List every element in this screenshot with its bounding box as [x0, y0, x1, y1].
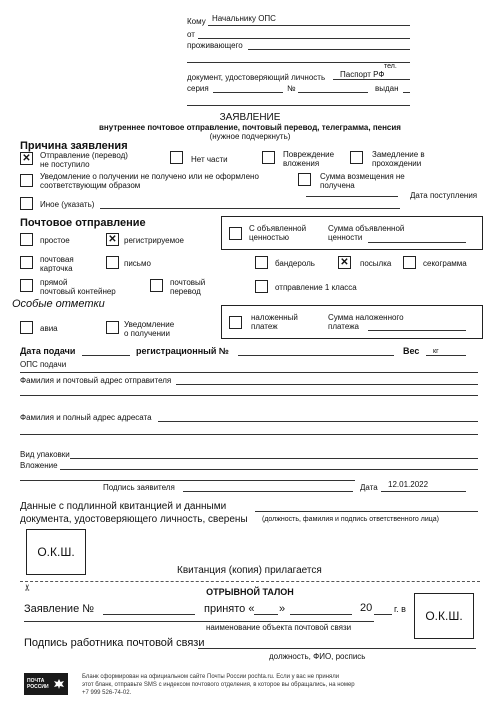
- footer-text: Бланк сформирован на официальном сайте Почты России pochta.ru. Если у вас не приняли этот бланк, отправьте SMS с индексом почтового отделения, в которое вы обращались, на номер +7 999 526-74-02.: [82, 674, 355, 696]
- sekogramma-label: секограмма: [423, 259, 467, 268]
- coupon-year-prefix: 20: [360, 602, 373, 614]
- reason-notice-checkbox[interactable]: [20, 174, 33, 187]
- reg-number-line[interactable]: [238, 355, 394, 356]
- declared-value-label: С объявленной ценностью: [249, 224, 307, 242]
- to-label: Кому: [187, 17, 206, 26]
- post-logo: [24, 673, 68, 695]
- logo-line-1: ПОЧТА: [27, 678, 45, 684]
- coupon-year-suffix: г. в: [394, 604, 406, 614]
- reason-other-checkbox[interactable]: [20, 197, 33, 210]
- from-label: от: [187, 30, 195, 39]
- scissors-icon: ✂: [22, 583, 33, 592]
- form-title: ЗАЯВЛЕНИЕ: [219, 112, 281, 123]
- sender-line-1[interactable]: [176, 384, 478, 385]
- shipment-registered-label: регистрируемое: [124, 236, 184, 245]
- mail-transfer-checkbox[interactable]: [150, 279, 163, 292]
- declared-sum-line[interactable]: [368, 242, 466, 243]
- coupon-day-line[interactable]: [254, 614, 278, 615]
- coupon-accepted-label: принято «: [204, 603, 255, 615]
- reason-refund-label: Сумма возмещения не получена: [320, 172, 405, 190]
- verify-line[interactable]: [255, 511, 478, 512]
- coupon-stamp-box: О.К.Ш.: [414, 593, 474, 639]
- issued-label: выдан: [375, 84, 399, 93]
- form-hint: (нужное подчеркнуть): [209, 132, 291, 141]
- packaging-label: Вид упаковки: [20, 450, 70, 459]
- letter-label: письмо: [124, 259, 151, 268]
- mail-transfer-label: почтовый перевод: [170, 278, 206, 296]
- weight-unit: кг: [433, 348, 439, 355]
- recipient-line-2[interactable]: [20, 434, 478, 435]
- submit-date-label: Дата подачи: [20, 346, 76, 356]
- coupon-accepted-close: »: [279, 603, 286, 615]
- cut-line: [20, 581, 480, 582]
- number-label: №: [287, 84, 296, 93]
- eagle-icon: [53, 678, 65, 690]
- reason-not-received-checkbox[interactable]: ✕: [20, 152, 33, 165]
- issued-line-2[interactable]: [187, 105, 410, 106]
- reason-other-line[interactable]: [100, 208, 400, 209]
- reason-heading: Причина заявления: [20, 140, 128, 152]
- avia-label: авиа: [40, 324, 58, 333]
- cod-label: наложенный платеж: [251, 313, 298, 331]
- shipment-simple-label: простое: [40, 236, 70, 245]
- recipient-label: Фамилия и полный адрес адресата: [20, 413, 152, 422]
- postcard-label: почтовая карточка: [40, 255, 74, 273]
- number-line[interactable]: [298, 92, 368, 93]
- verify-text: Данные с подлинной квитанцией и данными документа, удостоверяющего личность, сверены: [20, 501, 248, 525]
- coupon-app-no-label: Заявление №: [24, 603, 95, 615]
- reason-notice-label: Уведомление о получении не получено или не оформлено соответствующим образом: [40, 172, 259, 190]
- parcel-label: посылка: [360, 259, 392, 268]
- date-label: Дата: [360, 483, 378, 492]
- arrival-date-line[interactable]: [306, 196, 398, 197]
- avia-checkbox[interactable]: [20, 321, 33, 334]
- ops-submit-line[interactable]: [20, 372, 478, 373]
- stamp-box: О.К.Ш.: [26, 529, 86, 575]
- banderol-checkbox[interactable]: [255, 256, 268, 269]
- reason-damage-label: Повреждение вложения: [283, 150, 335, 168]
- first-class-checkbox[interactable]: [255, 280, 268, 293]
- coupon-office-line[interactable]: [24, 621, 374, 622]
- receipt-note: Квитанция (копия) прилагается: [177, 565, 322, 576]
- reason-not-received-label: Отправление (перевод) не поступило: [40, 151, 128, 169]
- id-doc-value: Паспорт РФ: [340, 70, 385, 79]
- contents-line[interactable]: [60, 469, 478, 470]
- sekogramma-checkbox[interactable]: [403, 256, 416, 269]
- letter-checkbox[interactable]: [106, 256, 119, 269]
- cod-sum-line[interactable]: [368, 330, 466, 331]
- id-doc-label: документ, удостоверяющий личность: [187, 73, 326, 82]
- signature-label: Подпись заявителя: [103, 483, 175, 492]
- reason-refund-checkbox[interactable]: [298, 173, 311, 186]
- declared-sum-label: Сумма объявленной ценности: [328, 224, 405, 242]
- cod-sum-label: Сумма наложенного платежа: [328, 313, 404, 331]
- reason-delay-checkbox[interactable]: [350, 151, 363, 164]
- form-subtitle: внутреннее почтовое отправление, почтовый перевод, телеграмма, пенсия: [99, 123, 401, 132]
- signature-line-2[interactable]: [183, 491, 353, 492]
- arrival-date-label: Дата поступления: [410, 191, 478, 200]
- banderol-label: бандероль: [275, 259, 315, 268]
- coupon-worker-label: Подпись работника почтовой связи: [24, 637, 205, 649]
- series-label: серия: [187, 84, 209, 93]
- to-value: Начальнику ОПС: [212, 14, 276, 23]
- coupon-year-line[interactable]: [374, 614, 392, 615]
- from-line[interactable]: [198, 38, 410, 39]
- signature-line[interactable]: [20, 480, 355, 481]
- reason-delay-label: Замедление в прохождении: [372, 150, 425, 168]
- sender-label: Фамилия и почтовый адрес отправителя: [20, 376, 172, 385]
- sender-line-2[interactable]: [20, 395, 478, 396]
- coupon-app-no-line[interactable]: [103, 614, 195, 615]
- residing-line[interactable]: [248, 49, 410, 50]
- issued-line[interactable]: [403, 92, 410, 93]
- series-line[interactable]: [213, 92, 283, 93]
- notice-label: Уведомление о получении: [124, 320, 175, 338]
- shipment-simple-checkbox[interactable]: [20, 233, 33, 246]
- address-line[interactable]: [187, 62, 410, 63]
- reason-damage-checkbox[interactable]: [262, 151, 275, 164]
- reg-number-label: регистрационный №: [136, 346, 229, 356]
- verify-caption: (должность, фамилия и подпись ответственного лица): [262, 516, 439, 523]
- parcel-checkbox[interactable]: ✕: [338, 256, 351, 269]
- phone-label: тел.: [384, 63, 397, 70]
- id-doc-line: [333, 79, 410, 80]
- date-value: 12.01.2022: [388, 480, 429, 489]
- cod-checkbox[interactable]: [229, 316, 242, 329]
- first-class-label: отправление 1 класса: [275, 283, 357, 292]
- logo-line-2: РОССИИ: [27, 684, 49, 690]
- weight-label: Вес: [403, 346, 420, 356]
- coupon-month-line[interactable]: [290, 614, 352, 615]
- packaging-line[interactable]: [70, 458, 478, 459]
- coupon-worker-line[interactable]: [198, 648, 476, 649]
- residing-label: проживающего: [187, 41, 243, 50]
- declared-value-checkbox[interactable]: [229, 227, 242, 240]
- special-heading: Особые отметки: [12, 298, 105, 310]
- coupon-worker-caption: должность, ФИО, роспись: [269, 652, 366, 661]
- reason-missing-part-checkbox[interactable]: [170, 151, 183, 164]
- submit-date-line[interactable]: [82, 355, 130, 356]
- to-line: [208, 25, 410, 26]
- weight-line[interactable]: [426, 355, 466, 356]
- postcard-checkbox[interactable]: [20, 256, 33, 269]
- recipient-line-1[interactable]: [158, 421, 478, 422]
- shipment-registered-checkbox[interactable]: ✕: [106, 233, 119, 246]
- container-checkbox[interactable]: [20, 279, 33, 292]
- reason-missing-part-label: Нет части: [191, 155, 228, 164]
- coupon-title: ОТРЫВНОЙ ТАЛОН: [206, 587, 294, 597]
- shipment-heading: Почтовое отправление: [20, 217, 146, 229]
- ops-submit-label: ОПС подачи: [20, 360, 67, 369]
- container-label: прямой почтовый контейнер: [40, 278, 116, 296]
- contents-label: Вложение: [20, 461, 58, 470]
- notice-checkbox[interactable]: [106, 321, 119, 334]
- reason-other-label: Иное (указать): [40, 200, 95, 209]
- coupon-office-caption: наименование объекта почтовой связи: [206, 623, 352, 632]
- date-line[interactable]: [381, 491, 466, 492]
